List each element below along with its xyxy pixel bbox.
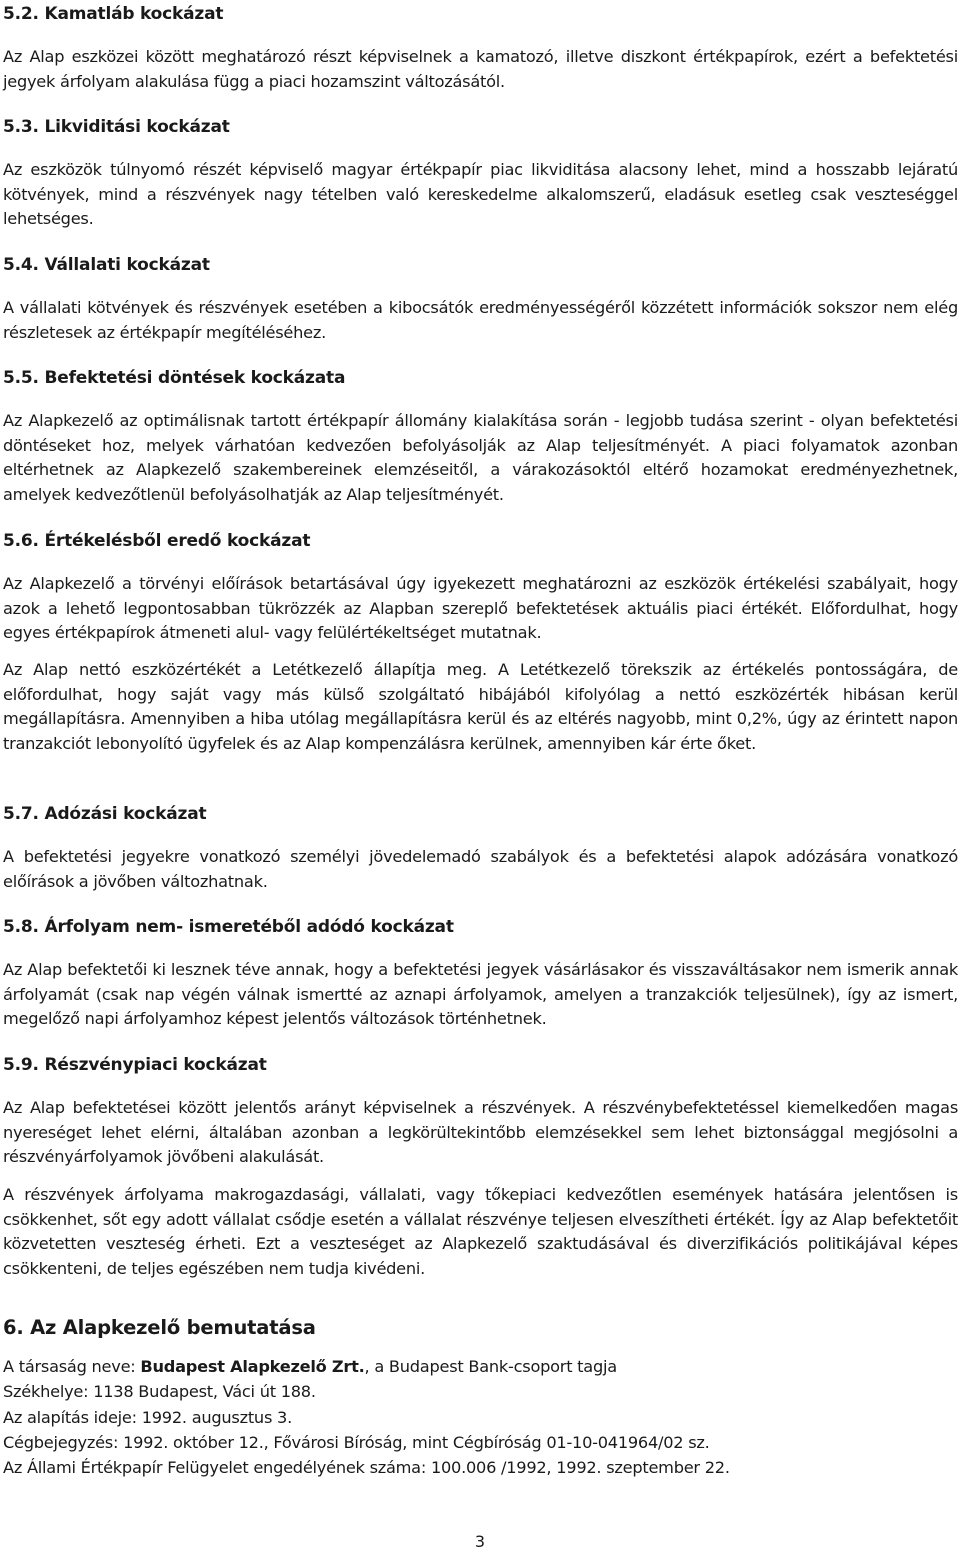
company-license: Az Állami Értékpapír Felügyelet engedélyének száma: 100.006 /1992, 1992. szeptember 22. — [3, 1458, 730, 1477]
section-heading-5-7: 5.7. Adózási kockázat — [3, 804, 207, 824]
section-paragraph-5-4: A vállalati kötvények és részvények esetében a kibocsátók eredményességéről közzétett információk sokszor nem elég részletesek az értékpapír megítéléséhez. — [3, 298, 958, 342]
section-paragraph-5-5: Az Alapkezelő az optimálisnak tartott értékpapír állomány kialakítása során - legjobb tudása szerint - olyan befektetési döntéseket hoz, melyek várhatóan kedvezően befolyásolják az Alap teljesítményét. A piaci folyamatok azonban eltérhetnek az Alapkezelő szakembereinek elemzéseitől, a várakozásoktól eltérő hozamokat eredményezhetnek, amelyek kedvezőtlenül befolyásolhatják az Alap teljesítményét. — [3, 411, 958, 504]
company-registration: Cégbejegyzés: 1992. október 12., Fővárosi Bíróság, mint Cégbíróság 01-10-041964/02 sz. — [3, 1433, 710, 1452]
section-heading-5-9: 5.9. Részvénypiaci kockázat — [3, 1055, 267, 1075]
company-founded: Az alapítás ideje: 1992. augusztus 3. — [3, 1408, 292, 1427]
company-name-value: Budapest Alapkezelő Zrt. — [140, 1357, 365, 1376]
section-paragraph-5-9-b: A részvények árfolyama makrogazdasági, vállalati, vagy tőkepiaci kedvezőtlen események hatására jelentősen is csökkenhet, sőt egy adott vállalat csődje esetén a vállalat részvénye teljesen elveszítheti értékét. Így az Alap befektetőit közvetetten veszteség érheti. Ezt a veszteséget az Alapkezelő szaktudásával és diverzifikációs politikájával képes csökkenteni, de teljes egészében nem tudja kivédeni. — [3, 1185, 958, 1278]
section-paragraph-5-3: Az eszközök túlnyomó részét képviselő magyar értékpapír piac likviditása alacsony lehet, mind a hosszabb lejáratú kötvények, mind a részvények nagy tételben való kereskedelme alkalomszerű, eladásuk esetleg csak veszteséggel lehetséges. — [3, 160, 958, 229]
section-heading-5-4: 5.4. Vállalati kockázat — [3, 255, 210, 275]
section-heading-5-8: 5.8. Árfolyam nem- ismeretéből adódó kockázat — [3, 917, 454, 937]
section-heading-5-6: 5.6. Értékelésből eredő kockázat — [3, 531, 311, 551]
company-name-suffix: , a Budapest Bank-csoport tagja — [364, 1357, 617, 1376]
section-paragraph-5-7: A befektetési jegyekre vonatkozó személyi jövedelemadó szabályok és a befektetési alapok adózására vonatkozó előírások a jövőben változhatnak. — [3, 847, 958, 891]
company-seat: Székhelye: 1138 Budapest, Váci út 188. — [3, 1382, 316, 1401]
page-number: 3 — [474, 1532, 486, 1551]
section-heading-5-2: 5.2. Kamatláb kockázat — [3, 4, 224, 24]
company-name-label: A társaság neve: — [3, 1357, 141, 1376]
section-heading-5-3: 5.3. Likviditási kockázat — [3, 117, 230, 137]
company-name-line — [3, 1355, 958, 1380]
section-paragraph-5-8: Az Alap befektetői ki lesznek téve annak, hogy a befektetési jegyek vásárlásakor és visszaváltásakor nem ismerik annak árfolyamát (csak nap végén válnak ismertté az aznapi árfolyamok, amelyen a tranzakciók teljesülnek), így az ismert, megelőző napi árfolyamhoz képest jelentős változások történhetnek. — [3, 960, 958, 1029]
section-paragraph-5-6-a: Az Alapkezelő a törvényi előírások betartásával úgy igyekezett meghatározni az eszközök értékelési szabályait, hogy azok a lehető legpontosabban tükrözzék az Alapban szereplő befektetések aktuális piaci értékét. Előfordulhat, hogy egyes értékpapírok átmeneti alul- vagy felülértékeltséget mutatnak. — [3, 574, 958, 643]
section-paragraph-5-6-b: Az Alap nettó eszközértékét a Letétkezelő állapítja meg. A Letétkezelő törekszik az értékelés pontosságára, de előfordulhat, hogy saját vagy más külső szolgáltató hibájából kifolyólag a nettó eszközérték hibásan kerül megállapításra. Amennyiben a hiba utólag megállapításra kerül és az eltérés nagyobb, mint 0,2%, úgy az érintett napon tranzakciót lebonyolító ügyfelek és az Alap kompenzálásra kerülnek, amennyiben kár érte őket. — [3, 660, 958, 753]
section-paragraph-5-2: Az Alap eszközei között meghatározó részt képviselnek a kamatozó, illetve diszkont értékpapírok, ezért a befektetési jegyek árfolyam alakulása függ a piaci hozamszint változásától. — [3, 47, 958, 91]
section-paragraph-5-9-a: Az Alap befektetései között jelentős arányt képviselnek a részvények. A részvénybefektetéssel kiemelkedően magas nyereséget lehet elérni, általában azonban a legkörültekintőbb elemzésekkel sem lehet biztonsággal megjósolni a részvényárfolyamok jövőbeni alakulását. — [3, 1098, 958, 1167]
section-heading-6: 6. Az Alapkezelő bemutatása — [3, 1316, 316, 1339]
section-heading-5-5: 5.5. Befektetési döntések kockázata — [3, 368, 346, 388]
